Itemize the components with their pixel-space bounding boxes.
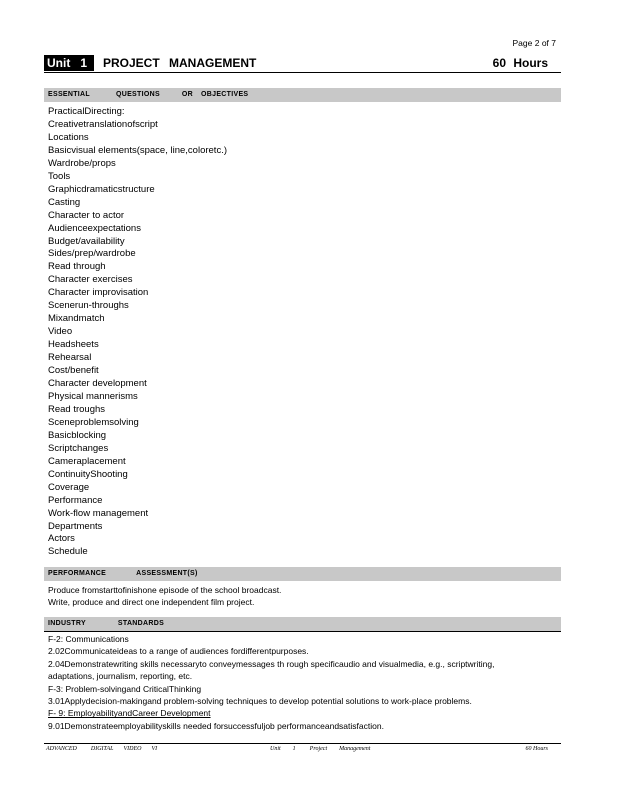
objective-item: Schedule: [48, 546, 88, 558]
objective-item: Wardrobe/props: [48, 157, 116, 169]
performance-assessment-heading: [44, 567, 561, 581]
footer-word: Management: [339, 746, 371, 752]
objective-item: Creativetranslationofscript: [48, 118, 158, 130]
objectives-list: [48, 106, 227, 559]
objective-item: Scriptchanges: [48, 442, 109, 454]
unit-number: 1: [80, 56, 88, 70]
objective-item: Rehearsal: [48, 352, 92, 364]
objective-item: Tools: [48, 170, 71, 182]
objective-item: Mixandmatch: [48, 313, 105, 325]
heading-word: QUESTIONS: [115, 91, 160, 98]
objective-item: Headsheets: [48, 339, 99, 351]
objective-item: Character development: [48, 378, 147, 390]
page-number: Page 2 of 7: [512, 38, 556, 48]
header-rule: [44, 72, 561, 73]
standard-item: 2.02Communicateideas to a range of audiences fordifferentpurposes.: [48, 646, 309, 657]
heading-word: OR: [181, 91, 194, 98]
footer-word: VI: [151, 746, 158, 752]
objective-item: Casting: [48, 196, 81, 208]
footer-hours: 60 Hours: [525, 746, 548, 752]
assessment-item: Produce fromstarttofinishone episode of the school broadcast.: [48, 585, 282, 595]
objective-item: Performance: [48, 494, 103, 506]
standard-item: 2.04Demonstratewriting skills necessaryto conveymessages th rough specificaudio and visualmedia, e.g., scriptwriting,: [48, 658, 495, 669]
standard-category: F- 9: EmployabilityandCareer Development: [48, 708, 211, 719]
assessment-item: Write, produce and direct one independent film project.: [48, 597, 255, 608]
standard-item: 3.01Applydecision-makingand problem-solving techniques to develop potential solutions to work-place problems.: [48, 696, 472, 707]
unit-label: Unit: [47, 56, 71, 70]
standard-category: F-3: Problem-solvingand CriticalThinking: [48, 683, 202, 694]
objective-item: Actors: [48, 533, 75, 545]
objective-item: Locations: [48, 131, 89, 143]
heading-word: ESSENTIAL: [48, 91, 90, 98]
footer-rule: [44, 743, 561, 744]
standards-list: [48, 633, 494, 732]
essential-questions-heading: [44, 88, 561, 102]
objective-item: Graphicdramaticstructure: [48, 183, 155, 195]
footer-word: 1: [292, 746, 296, 752]
heading-word: OBJECTIVES: [201, 91, 249, 98]
objective-item: PracticalDirecting:: [48, 106, 125, 117]
heading-word: ASSESSMENT(S): [136, 570, 198, 577]
objective-item: Basicblocking: [48, 429, 107, 441]
standard-item-continued: adaptations, journalism, reporting, etc.: [48, 671, 193, 682]
heading-word: STANDARDS: [117, 620, 165, 627]
objective-item: Sides/prep/wardrobe: [48, 248, 136, 260]
assessment-list: [48, 584, 281, 609]
unit-badge: [44, 55, 94, 71]
heading-word: PERFORMANCE: [48, 570, 107, 577]
objective-item: Sceneproblemsolving: [48, 416, 139, 428]
objective-item: Coverage: [48, 481, 90, 493]
footer-word: ADVANCED: [46, 746, 77, 752]
objective-item: Work-flow management: [48, 507, 149, 519]
objective-item: Physical mannerisms: [48, 390, 138, 402]
footer-unit: [270, 746, 370, 752]
objective-item: Character improvisation: [48, 287, 149, 299]
objective-item: Departments: [48, 520, 103, 532]
objective-item: Character to actor: [48, 209, 125, 221]
objective-item: Video: [48, 326, 73, 338]
unit-hours: 60 Hours: [492, 56, 548, 70]
standard-category: F-2: Communications: [48, 634, 129, 644]
footer-course: [46, 746, 157, 752]
objective-item: Scenerun-throughs: [48, 300, 129, 312]
objective-item: Cost/benefit: [48, 365, 99, 377]
industry-standards-heading: [44, 617, 561, 631]
unit-title: PROJECT MANAGEMENT: [103, 56, 257, 70]
objective-item: Character exercises: [48, 274, 133, 286]
footer-word: DIGITAL: [90, 746, 114, 752]
footer-word: Unit: [270, 746, 281, 752]
objective-item: ContinuityShooting: [48, 468, 128, 480]
footer-word: VIDEO: [123, 746, 142, 752]
objective-item: Cameraplacement: [48, 455, 126, 467]
footer-word: Project: [309, 746, 328, 752]
objective-item: Read through: [48, 261, 106, 273]
standard-item: 9.01Demonstrateemployabilityskills needed forsuccessfuljob performanceandsatisfaction.: [48, 720, 384, 731]
heading-word: INDUSTRY: [48, 620, 86, 627]
objective-item: Budget/availability: [48, 235, 125, 247]
objective-item: Audienceexpectations: [48, 222, 141, 234]
objective-item: Basicvisual elements(space, line,coloretc.): [48, 144, 227, 156]
standards-rule: [44, 631, 561, 632]
objective-item: Read troughs: [48, 403, 106, 415]
